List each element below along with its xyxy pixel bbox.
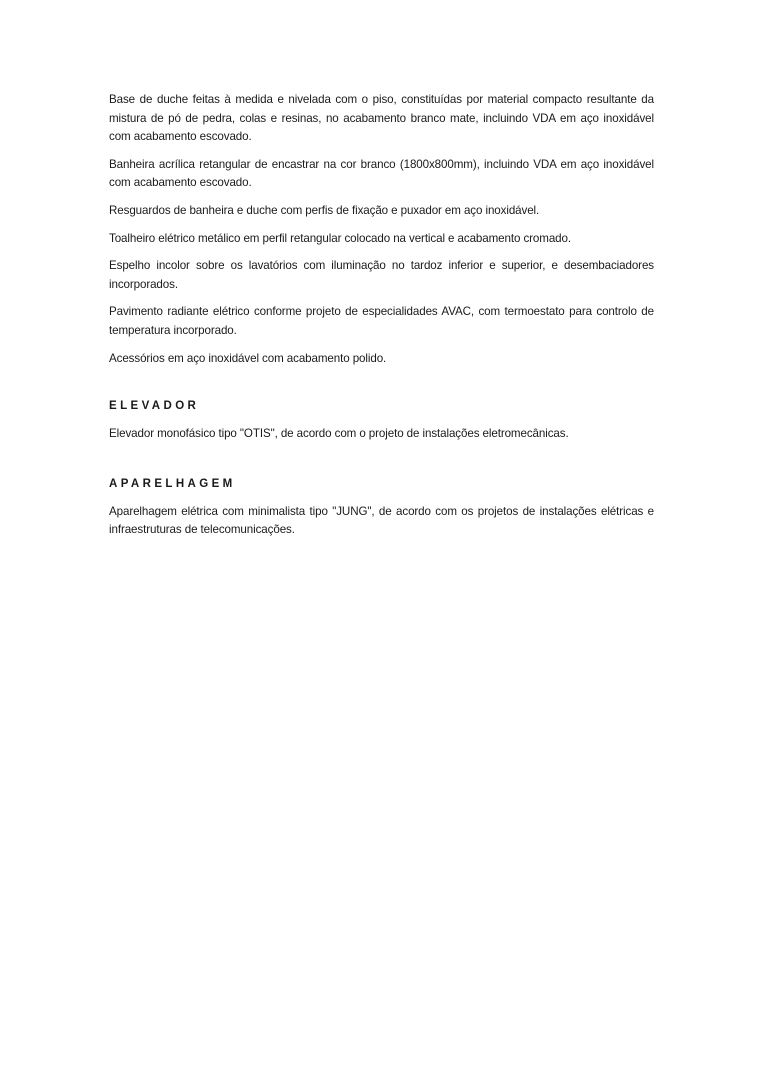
paragraph-screens: Resguardos de banheira e duche com perfis de fixação e puxador em aço inoxidável. bbox=[109, 203, 540, 217]
paragraph-accessories: Acessórios em aço inoxidável com acabamento polido. bbox=[109, 351, 387, 365]
paragraph-mirror: Espelho incolor sobre os lavatórios com iluminação no tardoz inferior e superior, e desembaciadores incorporados. bbox=[109, 259, 654, 291]
document-page bbox=[109, 91, 654, 549]
paragraph-shower-base: Base de duche feitas à medida e nivelada com o piso, constituídas por material compacto resultante da mistura de pó de pedra, colas e resinas, no acabamento branco mate, incluindo VDA em aço inoxidável com acabamento escovado. bbox=[109, 93, 654, 144]
section-heading-elevator: ELEVADOR bbox=[109, 400, 200, 413]
paragraph-towel-rail: Toalheiro elétrico metálico em perfil retangular colocado na vertical e acabamento cromado. bbox=[109, 231, 571, 245]
paragraph-floor-heating: Pavimento radiante elétrico conforme projeto de especialidades AVAC, com termoestato para controlo de temperatura incorporado. bbox=[109, 305, 654, 337]
paragraph-elevator: Elevador monofásico tipo "OTIS", de acordo com o projeto de instalações eletromecânicas. bbox=[109, 427, 569, 441]
paragraph-electrical-fittings: Aparelhagem elétrica com minimalista tipo "JUNG", de acordo com os projetos de instalações elétricas e infraestruturas de telecomunicações. bbox=[109, 504, 654, 537]
paragraph-bathtub: Banheira acrílica retangular de encastrar na cor branco (1800x800mm), incluindo VDA em aço inoxidável com acabamento escovado. bbox=[109, 157, 654, 190]
section-heading-electrical-fittings: APARELHAGEM bbox=[109, 477, 236, 490]
